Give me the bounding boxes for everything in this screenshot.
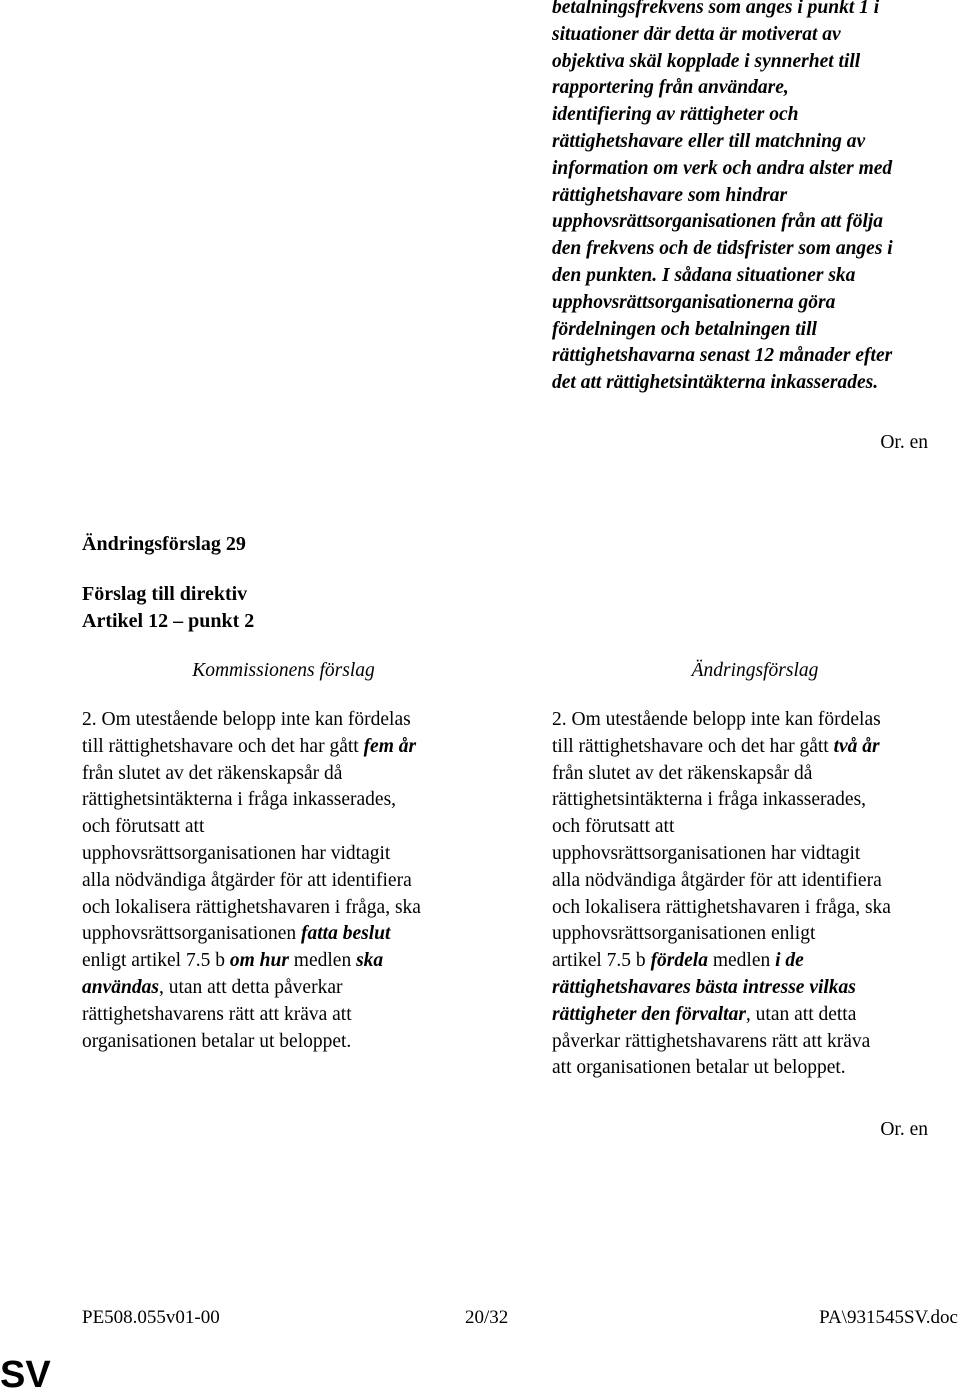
text-line — [552, 841, 952, 868]
text-run: medlen — [288, 950, 357, 972]
text-run: rättighetshavarens rätt att kräva att — [82, 1003, 352, 1025]
text-run: att organisationen betalar ut beloppet. — [552, 1057, 846, 1079]
text-run: , utan att detta — [745, 1003, 857, 1025]
original-language-note-2: Or. en — [880, 1119, 928, 1140]
text-line — [552, 948, 952, 975]
text-run: påverkar rättighetshavarens rätt att kräva — [552, 1030, 871, 1052]
amendment-subheading — [82, 581, 254, 635]
commission-proposal-text — [82, 707, 482, 1055]
continuation-line: identifiering av rättigheter och — [552, 104, 799, 126]
text-line — [82, 787, 482, 814]
text-run: upphovsrättsorganisationen har vidtagit — [552, 842, 861, 864]
text-line — [552, 734, 952, 761]
continuation-line: rättighetshavarna senast 12 månader efter — [552, 345, 893, 367]
text-run: och förutsatt att — [552, 816, 675, 838]
text-line — [552, 921, 952, 948]
text-line — [82, 975, 482, 1002]
continuation-line: objektiva skäl kopplade i synnerhet till — [552, 50, 861, 72]
changed-text: användas — [82, 976, 159, 998]
original-language-note: Or. en — [880, 432, 928, 453]
changed-text: två år — [833, 735, 880, 757]
continuation-line: rättighetshavare som hindrar — [552, 184, 788, 206]
text-line — [552, 814, 952, 841]
text-run: till rättighetshavare och det har gått — [552, 735, 834, 757]
continuation-line: det att rättighetsintäkterna inkasserades. — [552, 372, 879, 394]
changed-text: i de — [775, 950, 804, 972]
continuation-line: fördelningen och betalningen till — [552, 318, 817, 340]
text-line — [552, 895, 952, 922]
text-run: och lokalisera rättighetshavaren i fråga, ska — [552, 896, 891, 918]
text-run: från slutet av det räkenskapsår då — [82, 762, 343, 784]
amendment-text — [552, 707, 952, 1082]
changed-text: om hur — [229, 950, 289, 972]
text-line — [552, 787, 952, 814]
changed-text: fördela — [650, 950, 708, 972]
continuation-paragraph — [552, 0, 957, 397]
text-line — [82, 734, 482, 761]
text-run: rättighetsintäkterna i fråga inkasserades, — [82, 789, 397, 811]
document-reference: PE508.055v01-00 — [82, 1307, 220, 1328]
changed-text: fem år — [363, 735, 417, 757]
continuation-line: den punkten. I sådana situationer ska — [552, 264, 856, 286]
article-reference: Artikel 12 – punkt 2 — [82, 609, 255, 632]
text-run: , utan att detta påverkar — [158, 976, 343, 998]
file-name: PA\931545SV.doc — [819, 1307, 958, 1328]
text-line — [82, 707, 482, 734]
continuation-line: upphovsrättsorganisationen från att följa — [552, 211, 884, 233]
changed-text: ska — [356, 950, 384, 972]
language-tag: SV — [0, 1354, 51, 1396]
changed-text: rättighetshavares bästa intresse vilkas — [552, 976, 856, 998]
text-run: upphovsrättsorganisationen — [82, 923, 301, 945]
proposal-reference: Förslag till direktiv — [82, 583, 248, 605]
left-column-header: Kommissionens förslag — [192, 660, 375, 681]
amendment-title: Ändringsförslag 29 — [82, 533, 246, 555]
right-column-header: Ändringsförslag — [691, 660, 819, 681]
text-run: 2. Om utestående belopp inte kan fördelas — [552, 709, 881, 730]
changed-text: rättigheter den förvaltar — [552, 1003, 746, 1025]
continuation-line: upphovsrättsorganisationerna göra — [552, 291, 836, 313]
text-line — [82, 761, 482, 788]
text-run: rättighetsintäkterna i fråga inkasserades, — [552, 789, 867, 811]
changed-text: fatta beslut — [301, 923, 391, 945]
text-line — [82, 841, 482, 868]
text-run: 2. Om utestående belopp inte kan fördelas — [82, 709, 411, 730]
text-run: enligt artikel 7.5 b — [82, 950, 230, 972]
text-line — [552, 1029, 952, 1056]
text-run: upphovsrättsorganisationen enligt — [552, 923, 816, 945]
text-line — [552, 1055, 952, 1082]
text-line — [82, 948, 482, 975]
text-run: från slutet av det räkenskapsår då — [552, 762, 813, 784]
text-run: upphovsrättsorganisationen har vidtagit — [82, 842, 391, 864]
text-line — [552, 975, 952, 1002]
text-run: och förutsatt att — [82, 816, 205, 838]
text-run: till rättighetshavare och det har gått — [82, 735, 364, 757]
text-run: medlen — [707, 950, 776, 972]
text-run: alla nödvändiga åtgärder för att identifiera — [82, 869, 412, 891]
continuation-line: rapportering från användare, — [552, 77, 789, 99]
text-run: artikel 7.5 b — [552, 950, 651, 972]
continuation-line: information om verk och andra alster med — [552, 157, 893, 179]
text-line — [552, 707, 952, 734]
text-line — [82, 868, 482, 895]
text-line — [82, 1002, 482, 1029]
text-line — [552, 1002, 952, 1029]
text-line — [552, 868, 952, 895]
continuation-line: rättighetshavare eller till matchning av — [552, 130, 866, 152]
text-line — [82, 1029, 482, 1056]
continuation-line: den frekvens och de tidsfrister som anges i — [552, 238, 893, 260]
text-line — [82, 895, 482, 922]
text-run: organisationen betalar ut beloppet. — [82, 1030, 352, 1052]
text-line — [82, 814, 482, 841]
text-run: och lokalisera rättighetshavaren i fråga, ska — [82, 896, 421, 918]
text-line — [82, 921, 482, 948]
text-line — [552, 761, 952, 788]
continuation-line: betalningsfrekvens som anges i punkt 1 i — [552, 0, 880, 18]
page-number: 20/32 — [465, 1307, 509, 1328]
continuation-line: situationer där detta är motiverat av — [552, 23, 841, 45]
text-run: alla nödvändiga åtgärder för att identifiera — [552, 869, 882, 891]
